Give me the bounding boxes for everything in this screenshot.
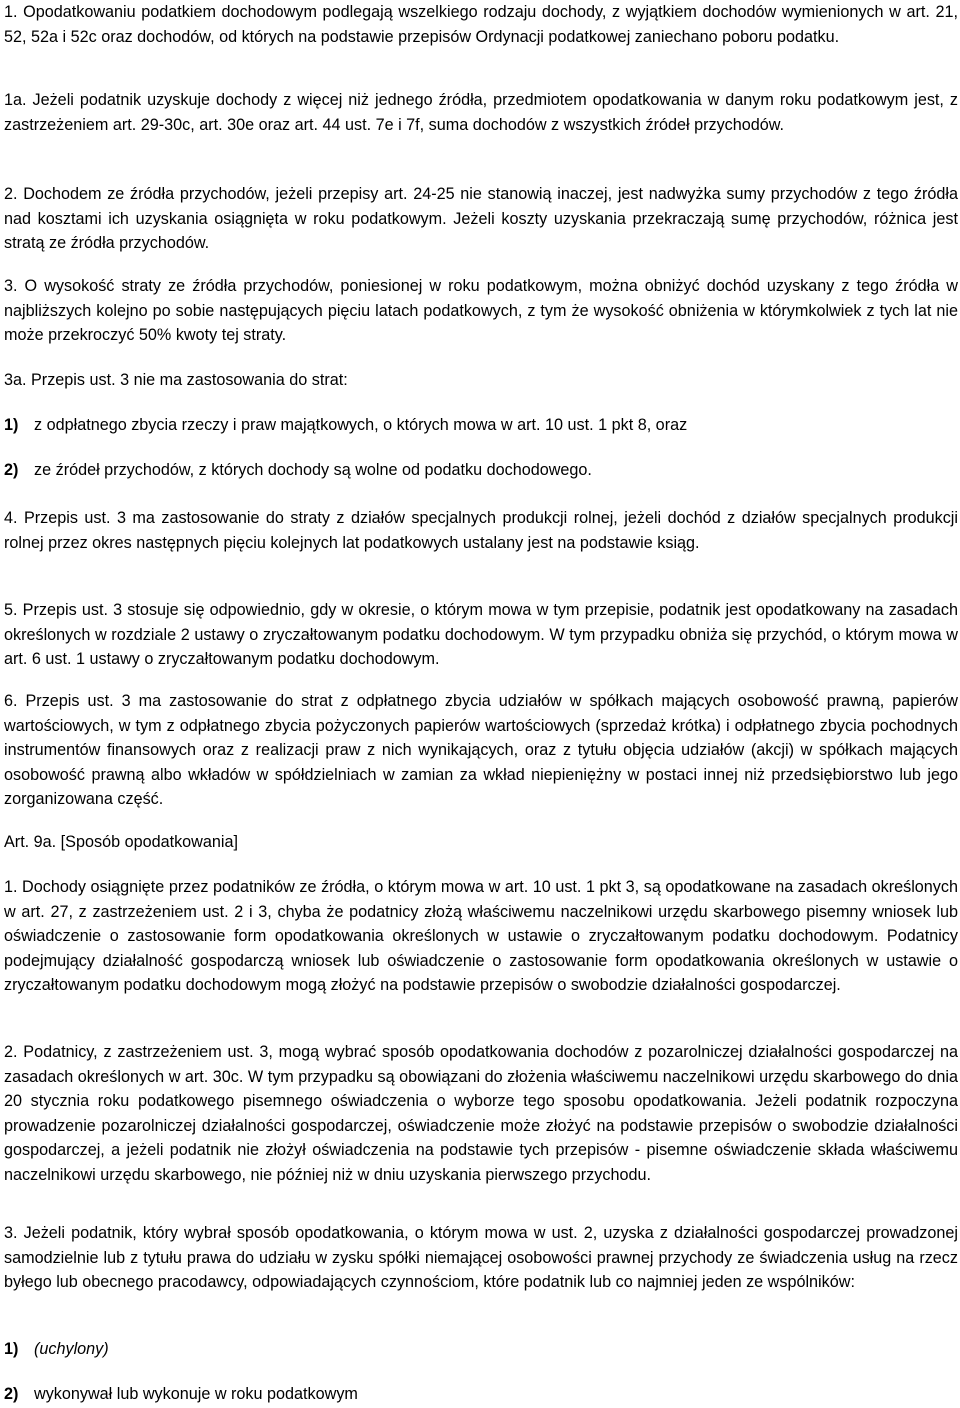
list-item [4, 413, 958, 437]
article-heading: Art. 9a. [Sposób opodatkowania] [4, 833, 238, 851]
list-item-number: 2) [4, 1385, 19, 1403]
paragraph-1a: 1a. Jeżeli podatnik uzyskuje dochody z więcej niż jednego źródła, przedmiotem opodatkowania w danym roku podatkowym jest, z zastrzeżeniem art. 29-30c, art. 30e oraz art. 44 ust. 7e i 7f, suma dochodów z wszystkich źródeł przychodów. [4, 91, 958, 134]
paragraph-art9a-2: 2. Podatnicy, z zastrzeżeniem ust. 3, mogą wybrać sposób opodatkowania dochodów z pozarolniczej działalności gospodarczej na zasadach określonych w art. 30c. W tym przypadku są obowiązani do złożenia właściwemu naczelnikowi urzędu skarbowego do dnia 20 stycznia roku podatkowego pisemnego oświadczenia o wyborze tego sposobu opodatkowania. Jeżeli podatnik rozpoczyna prowadzenie pozarolniczej działalności gospodarczej, oświadczenie może złożyć na podstawie przepisów o swobodzie działalności gospodarczej, a jeżeli podatnik nie złożył oświadczenia na podstawie tych przepisów - pisemne oświadczenie składa właściwemu naczelnikowi urzędu skarbowego, nie później niż w dniu uzyskania pierwszego przychodu. [4, 1043, 958, 1184]
list-item [4, 1337, 958, 1361]
paragraph-6: 6. Przepis ust. 3 ma zastosowanie do strat z odpłatnego zbycia udziałów w spółkach mających osobowość prawną, papierów wartościowych, w tym z odpłatnego zbycia pożyczonych papierów wartościowych (sprzedaż krótka) i odpłatnego zbycia pochodnych instrumentów finansowych oraz z realizacji praw z nich wynikających, oraz z tytułu objęcia udziałów (akcji) w spółkach mających osobowość prawną albo wkładów w spółdzielniach w zamian za wkład niepieniężny w postaci innej niż przedsiębiorstwo lub jego zorganizowana część. [4, 692, 958, 808]
paragraph-1: 1. Opodatkowaniu podatkiem dochodowym podlegają wszelkiego rodzaju dochody, z wyjątkiem dochodów wymienionych w art. 21, 52, 52a i 52c oraz dochodów, od których na podstawie przepisów Ordynacji podatkowej zaniechano poboru podatku. [4, 3, 958, 46]
list-item-text: z odpłatnego zbycia rzeczy i praw majątkowych, o których mowa w art. 10 ust. 1 pkt 8, oraz [34, 416, 688, 434]
paragraph-art9a-3: 3. Jeżeli podatnik, który wybrał sposób opodatkowania, o którym mowa w ust. 2, uzyska z działalności gospodarczej prowadzonej samodzielnie lub z tytułu prawa do udziału w zysku spółki niemającej osobowości prawnej przychody ze świadczenia usług na rzecz byłego lub obecnego pracodawcy, odpowiadających czynnościom, które podatnik lub co najmniej jeden ze wspólników: [4, 1224, 958, 1291]
paragraph-5: 5. Przepis ust. 3 stosuje się odpowiednio, gdy w okresie, o którym mowa w tym przepisie, podatnik jest opodatkowany na zasadach określonych w rozdziale 2 ustawy o zryczałtowanym podatku dochodowym. W tym przypadku obniża się przychód, o którym mowa w art. 6 ust. 1 ustawy o zryczałtowanym podatku dochodowym. [4, 601, 958, 668]
paragraph-4: 4. Przepis ust. 3 ma zastosowanie do straty z działów specjalnych produkcji rolnej, jeżeli dochód z działów specjalnych produkcji rolnej przez okres następnych pięciu kolejnych lat podatkowych ustalany jest na podstawie ksiąg. [4, 509, 958, 552]
list-item-number: 1) [4, 416, 19, 434]
paragraph-art9a-1: 1. Dochody osiągnięte przez podatników ze źródła, o którym mowa w art. 10 ust. 1 pkt 3, są opodatkowane na zasadach określonych w art. 27, z zastrzeżeniem ust. 2 i 3, chyba że podatnicy złożą właściwemu naczelnikowi urzędu skarbowego pisemny wniosek lub oświadczenie o zastosowanie form opodatkowania określonych w ustawie o zryczałtowanym podatku dochodowym. Podatnicy podejmujący działalność gospodarczą wniosek lub oświadczenie o zastosowanie form opodatkowania określonych w ustawie o zryczałtowanym podatku dochodowym mogą złożyć na podstawie przepisów o swobodzie działalności gospodarczej. [4, 878, 958, 994]
list-item [4, 1382, 958, 1406]
list-item-text: ze źródeł przychodów, z których dochody są wolne od podatku dochodowego. [34, 461, 592, 479]
paragraph-2: 2. Dochodem ze źródła przychodów, jeżeli przepisy art. 24-25 nie stanowią inaczej, jest nadwyżka sumy przychodów z tego źródła nad kosztami ich uzyskania osiągnięta w roku podatkowym. Jeżeli koszty uzyskania przekraczają sumę przychodów, różnica jest stratą ze źródła przychodów. [4, 185, 958, 252]
list-item-number: 2) [4, 461, 19, 479]
list-item-text: (uchylony) [34, 1340, 109, 1358]
list-item [4, 458, 958, 482]
list-item-number: 1) [4, 1340, 19, 1358]
list-item-text: wykonywał lub wykonuje w roku podatkowym [34, 1385, 358, 1403]
paragraph-3: 3. O wysokość straty ze źródła przychodów, poniesionej w roku podatkowym, można obniżyć dochód uzyskany z tego źródła w najbliższych kolejno po sobie następujących pięciu latach podatkowych, z tym że wysokość obniżenia w którymkolwiek z tych lat nie może przekroczyć 50% kwoty tej straty. [4, 277, 958, 344]
paragraph-3a: 3a. Przepis ust. 3 nie ma zastosowania do strat: [4, 371, 348, 389]
